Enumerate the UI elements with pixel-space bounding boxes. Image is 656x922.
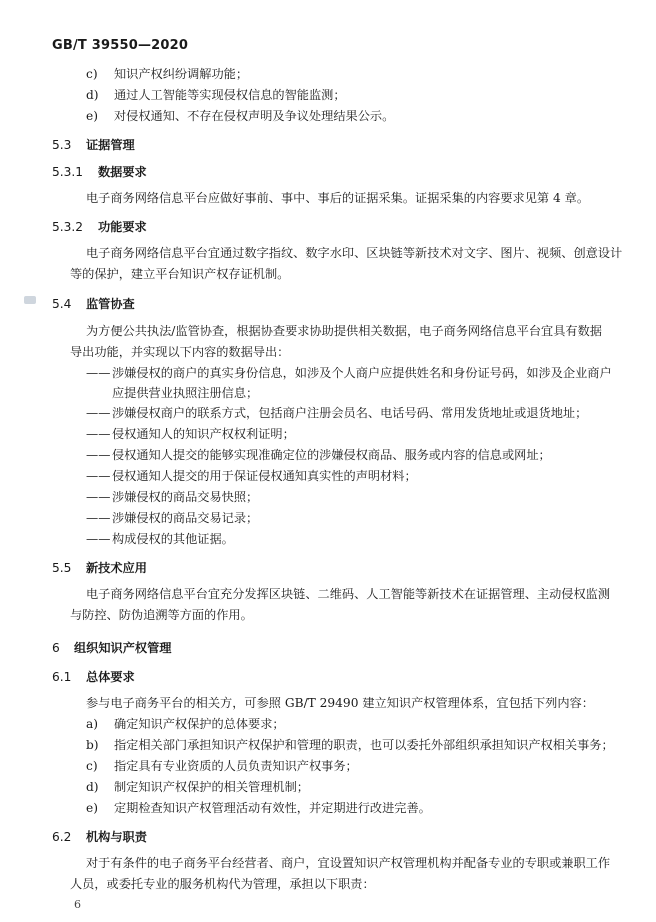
list-item: c) 指定具有专业资质的人员负责知识产权事务； xyxy=(86,759,358,773)
list-item: c) 知识产权纠纷调解功能； xyxy=(86,67,249,81)
list-item: d) 通过人工智能等实现侵权信息的智能监测； xyxy=(86,88,346,102)
paragraph-line: 电子商务网络信息平台宜通过数字指纹、数字水印、区块链等新技术对文字、图片、视频、创意设计 xyxy=(86,246,623,260)
list-item: a) 确定知识产权保护的总体要求； xyxy=(86,717,285,731)
dash-item: —— 侵权通知人提交的能够实现准确定位的涉嫌侵权商品、服务或内容的信息或网址； xyxy=(86,448,551,462)
dash-item-continuation: 应提供营业执照注册信息； xyxy=(112,386,259,400)
dash-item: —— 涉嫌侵权的商品交易快照； xyxy=(86,490,259,504)
subsection-heading: 5.3.2 功能要求 xyxy=(52,220,147,234)
section-heading: 5.5 新技术应用 xyxy=(52,561,147,575)
paragraph-line: 人员，或委托专业的服务机构代为管理，承担以下职责： xyxy=(70,877,375,891)
paragraph: 电子商务网络信息平台应做好事前、事中、事后的证据采集。证据采集的内容要求见第 4 章。 xyxy=(86,191,590,205)
subsection-heading: 5.3.1 数据要求 xyxy=(52,165,147,179)
section-heading: 6.2 机构与职责 xyxy=(52,830,147,844)
dash-item: —— 侵权通知人提交的用于保证侵权通知真实性的声明材料； xyxy=(86,469,417,483)
dash-item: —— 侵权通知人的知识产权权利证明； xyxy=(86,427,295,441)
paragraph-line: 对于有条件的电子商务平台经营者、商户，宜设置知识产权管理机构并配备专业的专职或兼职工作 xyxy=(86,856,611,870)
list-item: b) 指定相关部门承担知识产权保护和管理的职责，也可以委托外部组织承担知识产权相关事务； xyxy=(86,738,614,752)
standard-code-header: GB/T 39550—2020 xyxy=(52,38,189,53)
paragraph-line: 等的保护，建立平台知识产权存证机制。 xyxy=(70,267,290,281)
section-heading: 6.1 总体要求 xyxy=(52,670,135,684)
section-heading: 5.4 监管协查 xyxy=(52,297,135,311)
paragraph: 参与电子商务平台的相关方，可参照 GB/T 29490 建立知识产权管理体系，宜包括下列内容： xyxy=(86,696,594,710)
paragraph-line: 与防控、防伪追溯等方面的作用。 xyxy=(70,608,253,622)
dash-item: —— 涉嫌侵权的商品交易记录； xyxy=(86,511,259,525)
chapter-heading: 6 组织知识产权管理 xyxy=(52,641,172,655)
dash-item: —— 涉嫌侵权商户的联系方式，包括商户注册会员名、电话号码、常用发货地址或退货地址； xyxy=(86,406,588,420)
dash-item: —— 构成侵权的其他证据。 xyxy=(86,532,234,546)
list-item: d) 制定知识产权保护的相关管理机制； xyxy=(86,780,309,794)
paragraph-line: 为方便公共执法/监管协查，根据协查要求协助提供相关数据，电子商务网络信息平台宜具有数据 xyxy=(86,324,602,338)
paragraph-line: 电子商务网络信息平台宜充分发挥区块链、二维码、人工智能等新技术在证据管理、主动侵权监测 xyxy=(86,587,611,601)
list-item: e) 对侵权通知、不存在侵权声明及争议处理结果公示。 xyxy=(86,109,395,123)
list-item: e) 定期检查知识产权管理活动有效性，并定期进行改进完善。 xyxy=(86,801,431,815)
section-heading: 5.3 证据管理 xyxy=(52,138,135,152)
page-number: 6 xyxy=(74,898,81,911)
margin-marker xyxy=(24,296,36,304)
paragraph-line: 导出功能，并实现以下内容的数据导出： xyxy=(70,345,290,359)
dash-item: —— 涉嫌侵权的商户的真实身份信息，如涉及个人商户应提供姓名和身份证号码，如涉及企业商户 xyxy=(86,366,612,380)
